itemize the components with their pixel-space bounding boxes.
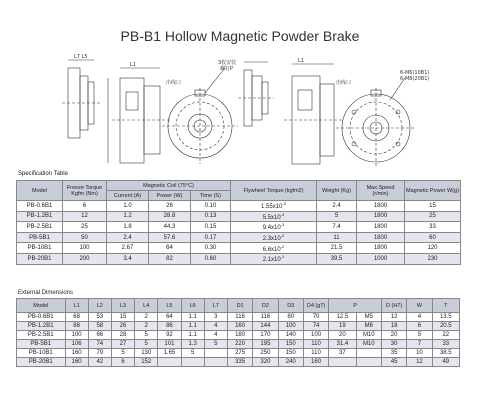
cell-power: 82 — [149, 253, 191, 264]
cell-model: PB-2.5B1 — [17, 222, 63, 233]
cell-fly — [231, 232, 317, 243]
col-header: D2 — [253, 299, 278, 313]
table-row — [17, 340, 460, 349]
dim-table-caption: External Dimensions — [18, 290, 74, 296]
col-header: D3 — [278, 299, 303, 313]
col-header: L4 — [135, 299, 158, 313]
cell-speed: 1800 — [357, 232, 405, 243]
cell-torque: 100 — [63, 243, 107, 254]
cell: PB-10B1 — [17, 349, 66, 358]
technical-drawings — [0, 48, 480, 170]
cell: 31.4 — [329, 340, 356, 349]
cell-speed: 1800 — [357, 222, 405, 233]
cell: 116 — [227, 313, 252, 322]
col-header: L6 — [181, 299, 204, 313]
cell: 170 — [253, 331, 278, 340]
dim-label: L1 — [130, 62, 136, 68]
cell — [204, 349, 227, 358]
cell-speed: 1800 — [357, 243, 405, 254]
cell-time: 0.17 — [191, 232, 231, 243]
cell-weight: 11 — [317, 232, 357, 243]
col-header: Current (A) — [107, 191, 149, 201]
cell-torque: 6 — [63, 201, 107, 212]
cell: 4 — [204, 331, 227, 340]
cell: 74 — [303, 322, 328, 331]
table-row — [17, 222, 461, 233]
cell-mag: 15 — [405, 201, 461, 212]
cell-fly — [231, 253, 317, 264]
page-title: PB-B1 Hollow Magnetic Powder Brake — [120, 28, 360, 44]
cell: 6 — [407, 322, 432, 331]
cell: 13.5 — [432, 313, 459, 322]
cell: 88 — [65, 322, 88, 331]
cell-fly — [231, 201, 317, 212]
cell: 30 — [381, 340, 406, 349]
cell: M6 — [356, 322, 381, 331]
spec-table-caption: Specification Table — [18, 171, 68, 177]
cell-time: 0.10 — [191, 201, 231, 212]
col-header-group: Magnetic Coil (75°C) — [107, 181, 231, 191]
cell: 10 — [407, 349, 432, 358]
cell-current: 1.0 — [107, 201, 149, 212]
cell: 1.1 — [181, 322, 204, 331]
col-header: D (H7) — [381, 299, 406, 313]
cell: PB-5B1 — [17, 340, 66, 349]
cell-model: PB-5B1 — [17, 232, 63, 243]
cell: M10 — [356, 340, 381, 349]
cell: 18 — [381, 322, 406, 331]
front-view-right — [336, 78, 416, 168]
cell-mag: 33 — [405, 222, 461, 233]
flywheel-base: 1.55x10 — [261, 204, 283, 211]
cell-current: 3.4 — [107, 253, 149, 264]
cell-model: PB-10B1 — [17, 243, 63, 254]
cell: 38.5 — [432, 349, 459, 358]
cell-current: 1.2 — [107, 211, 149, 222]
cell-power: 44.3 — [149, 222, 191, 233]
cell: 68 — [65, 313, 88, 322]
flywheel-exponent: -3 — [280, 222, 285, 228]
col-header: Time (S) — [191, 191, 231, 201]
cell: 33 — [432, 340, 459, 349]
cell-weight: 2.4 — [317, 201, 357, 212]
cell: 53 — [88, 313, 111, 322]
cell: 58 — [88, 322, 111, 331]
cell-current: 2.67 — [107, 243, 149, 254]
col-header: Power (W) — [149, 191, 191, 201]
spec-table — [16, 180, 461, 265]
col-header: L3 — [111, 299, 134, 313]
col-header: Model — [17, 299, 66, 313]
cell-time: 0.60 — [191, 253, 231, 264]
bolt-label-2: 6-M8(20B1) — [400, 76, 430, 82]
cell: 64 — [158, 313, 181, 322]
cell: 3 — [204, 313, 227, 322]
dim-label: L7 L5 — [74, 54, 88, 60]
cell: 101 — [158, 340, 181, 349]
cell-torque: 25 — [63, 222, 107, 233]
cell: 37 — [329, 349, 356, 358]
table-row — [17, 243, 461, 254]
cell — [329, 358, 356, 367]
cell: 116 — [253, 313, 278, 322]
cell: 1.1 — [181, 313, 204, 322]
col-header: Max.Speed (r/min) — [357, 181, 405, 201]
cell-weight: 7.4 — [317, 222, 357, 233]
cell: 20.5 — [432, 322, 459, 331]
cell-time: 0.15 — [191, 222, 231, 233]
table-row — [17, 232, 461, 243]
col-header: T — [432, 299, 459, 313]
cell: M10 — [356, 331, 381, 340]
flywheel-base: 6.6x10 — [262, 246, 281, 253]
table-row — [17, 211, 461, 222]
table-row — [17, 253, 461, 264]
cell — [158, 358, 181, 367]
cell: 275 — [227, 349, 252, 358]
cell-weight: 5 — [317, 211, 357, 222]
cell: 80 — [278, 313, 303, 322]
cell: PB-1.2B1 — [17, 322, 66, 331]
cell: 79 — [88, 349, 111, 358]
drawing-label-mount: 3枚安装 — [218, 60, 237, 66]
cell-speed: 1800 — [357, 211, 405, 222]
cell-model: PB-20B1 — [17, 253, 63, 264]
cell: 5 — [135, 331, 158, 340]
cell: 5 — [407, 331, 432, 340]
cell: 42 — [88, 358, 111, 367]
cell-time: 0.13 — [191, 211, 231, 222]
drawing-label-lead-2: 出线口 — [336, 80, 352, 86]
dim-table — [16, 298, 460, 367]
cell: 110 — [303, 349, 328, 358]
cell: 74 — [88, 340, 111, 349]
col-header: Freeze Torque Kgfm (Nm) — [63, 181, 107, 201]
cell — [204, 358, 227, 367]
cell: 15 — [111, 313, 134, 322]
cell: 27 — [111, 340, 134, 349]
cell: 26 — [111, 322, 134, 331]
col-header: Flywheel Torque (kgfm2) — [231, 181, 317, 201]
cell: 66 — [88, 331, 111, 340]
col-header: Weight (Kg) — [317, 181, 357, 201]
cell: 240 — [278, 358, 303, 367]
flywheel-exponent: -3 — [282, 201, 286, 207]
cell — [181, 358, 204, 367]
cell: 19 — [329, 322, 356, 331]
table-row — [17, 358, 460, 367]
drawing-label-mount-2: 螺钉P — [220, 66, 234, 72]
cell-mag: 230 — [405, 253, 461, 264]
col-header: D1 — [227, 299, 252, 313]
cell: 150 — [278, 349, 303, 358]
cell: 160 — [65, 349, 88, 358]
cell-weight: 39.5 — [317, 253, 357, 264]
cell-fly — [231, 222, 317, 233]
col-header: L5 — [158, 299, 181, 313]
flywheel-base: 2.3x10 — [262, 236, 281, 243]
side-profile-right — [238, 62, 274, 126]
flywheel-base: 2.1x10 — [262, 257, 281, 264]
cell-torque: 50 — [63, 232, 107, 243]
cell-speed: 1800 — [357, 201, 405, 212]
cell-mag: 60 — [405, 232, 461, 243]
cell-power: 26 — [149, 201, 191, 212]
cell: 110 — [303, 340, 328, 349]
cell: 20 — [381, 331, 406, 340]
dim-label: L1 — [298, 58, 304, 64]
cell: 195 — [253, 340, 278, 349]
cell: M5 — [356, 313, 381, 322]
cell: 92 — [158, 331, 181, 340]
side-view-left — [108, 68, 170, 163]
flywheel-exponent: -3 — [280, 211, 285, 217]
cell-power: 28.8 — [149, 211, 191, 222]
cell: 220 — [227, 340, 252, 349]
cell-power: 64 — [149, 243, 191, 254]
cell: 20 — [329, 331, 356, 340]
cell: 150 — [278, 340, 303, 349]
cell: 160 — [303, 358, 328, 367]
cell: 45 — [381, 358, 406, 367]
cell: 160 — [227, 322, 252, 331]
col-header: L2 — [88, 299, 111, 313]
cell: PB-0.6B1 — [17, 313, 66, 322]
flywheel-base: 9.4x10 — [262, 225, 281, 232]
cell: 2 — [135, 322, 158, 331]
cell: 106 — [65, 340, 88, 349]
cell: 100 — [278, 322, 303, 331]
cell: 180 — [227, 331, 252, 340]
cell: 100 — [65, 331, 88, 340]
cell-model: PB-1.2B1 — [17, 211, 63, 222]
cell-model: PB-0.6B1 — [17, 201, 63, 212]
cell: 4 — [204, 322, 227, 331]
flywheel-exponent: -1 — [280, 254, 285, 260]
cell: 320 — [253, 358, 278, 367]
cell: 2 — [135, 313, 158, 322]
cell-weight: 21.5 — [317, 243, 357, 254]
bolt-label-1: 6-M6(10B1) — [400, 70, 430, 76]
cell-torque: 200 — [63, 253, 107, 264]
cell: 12 — [381, 313, 406, 322]
table-row — [17, 322, 460, 331]
cell-fly — [231, 243, 317, 254]
cell: 100 — [303, 331, 328, 340]
cell: 28 — [111, 331, 134, 340]
drawing-label-lead: 出线口 — [166, 80, 182, 86]
side-view-right — [284, 64, 342, 164]
cell: 5 — [111, 349, 134, 358]
col-header: L7 — [204, 299, 227, 313]
cell — [356, 358, 381, 367]
cell: PB-20B1 — [17, 358, 66, 367]
cell-mag: 25 — [405, 211, 461, 222]
cell — [356, 349, 381, 358]
table-row — [17, 313, 460, 322]
cell: 7 — [407, 340, 432, 349]
cell-mag: 120 — [405, 243, 461, 254]
cell: 160 — [65, 358, 88, 367]
cell: 130 — [135, 349, 158, 358]
col-header: W — [407, 299, 432, 313]
cell-power: 57.6 — [149, 232, 191, 243]
cell: 1.1 — [181, 331, 204, 340]
cell: 86 — [158, 322, 181, 331]
col-header: P — [329, 299, 382, 313]
cell: 1.3 — [181, 340, 204, 349]
table-row — [17, 331, 460, 340]
cell: 250 — [253, 349, 278, 358]
cell-speed: 1000 — [357, 253, 405, 264]
table-row — [17, 349, 460, 358]
col-header: L1 — [65, 299, 88, 313]
cell: 6 — [111, 358, 134, 367]
flywheel-exponent: -2 — [280, 243, 285, 249]
flywheel-exponent: -2 — [280, 233, 285, 239]
cell-time: 0.30 — [191, 243, 231, 254]
cell: 12.5 — [329, 313, 356, 322]
col-header: Model — [17, 181, 63, 201]
col-header: D4 (g7) — [303, 299, 328, 313]
cell: 144 — [253, 322, 278, 331]
cell: 335 — [227, 358, 252, 367]
cell: 152 — [135, 358, 158, 367]
cell: 49 — [432, 358, 459, 367]
cell: 22 — [432, 331, 459, 340]
cell: 12 — [407, 358, 432, 367]
side-profile-left — [62, 60, 100, 138]
cell: 5 — [135, 340, 158, 349]
cell: 1.65 — [158, 349, 181, 358]
cell-torque: 12 — [63, 211, 107, 222]
cell: 35 — [381, 349, 406, 358]
flywheel-base: 5.5x10 — [262, 214, 281, 221]
col-header: Magnetic Power W(g) — [405, 181, 461, 201]
cell-fly — [231, 211, 317, 222]
cell: PB-2.5B1 — [17, 331, 66, 340]
cell: 70 — [303, 313, 328, 322]
table-row — [17, 201, 461, 212]
cell: 5 — [204, 340, 227, 349]
cell-current: 2.4 — [107, 232, 149, 243]
cell: 4 — [407, 313, 432, 322]
cell: 140 — [278, 331, 303, 340]
cell: 5 — [181, 349, 204, 358]
cell-current: 1.8 — [107, 222, 149, 233]
